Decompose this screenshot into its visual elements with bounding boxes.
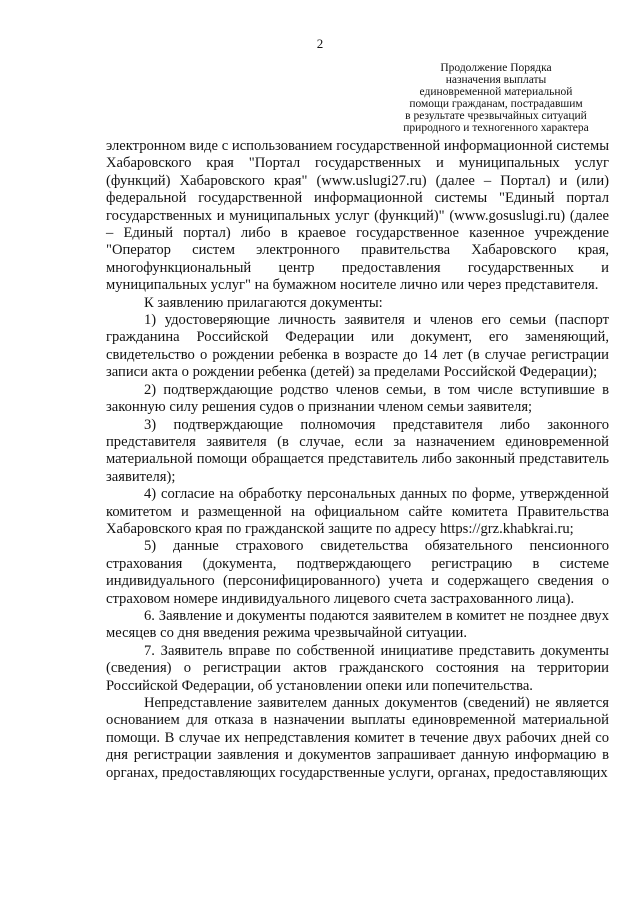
document-body [106,138,609,782]
header-note-line: назначения выплаты [445,74,547,86]
body-paragraph: К заявлению прилагаются документы: [144,294,383,311]
page-number: 2 [316,36,324,51]
header-note-line: помощи гражданам, пострадавшим [409,98,583,110]
body-paragraph: 3) подтверждающие полномочия представителя либо законного представителя заявителя (в случае, если за назначением единовременной материальной помощи обращается представитель либо законный представитель заявителя); [106,416,609,485]
header-note-line: единовременной материальной [419,86,573,98]
header-note-line: в результате чрезвычайных ситуаций [405,110,587,122]
body-paragraph: 5) данные страхового свидетельства обязательного пенсионного страхования (документа, подтверждающего регистрацию в системе индивидуального (персонифицированного) учета и содержащего сведения о страховом номере индивидуального лицевого счета застрахованного лица). [106,538,609,607]
body-paragraph: 4) согласие на обработку персональных данных по форме, утвержденной комитетом и размещенной на официальном сайте комитета Правительства Хабаровского края по гражданской защите по адресу https://grz.khabkrai.ru; [106,486,609,537]
body-paragraph: Непредставление заявителем данных документов (сведений) не является основанием для отказа в назначении выплаты единовременной материальной помощи. В случае их непредставления комитет в течение двух рабочих дней со дня регистрации заявления и документов запрашивает данную информацию в органах, предоставляющих государственные услуги, органах, предоставляющих [106,695,609,781]
body-paragraph: 2) подтверждающие родство членов семьи, в том числе вступившие в законную силу решения судов о признании членом семьи заявителя; [106,381,609,416]
body-paragraph: электронном виде с использованием государственной информационной системы Хабаровского края "Портал государственных и муниципальных услуг (функций) Хабаровского края" (www.uslugi27.ru) (далее – Портал) и (или) федеральной государственной информационной системы "Единый портал государственных и муниципальных услуг (функций)" (www.gosuslugi.ru) (далее – Единый портал) либо в краевое государственное казенное учреждение "Оператор систем электронного правительства Хабаровского края, многофункциональный центр предоставления государственных и муниципальных услуг" на бумажном носителе лично или через представителя. [106,138,609,294]
header-note-line: природного и техногенного характера [403,122,589,134]
body-paragraph: 1) удостоверяющие личность заявителя и членов его семьи (паспорт гражданина Российской Федерации или документ, его заменяющий, свидетельство о рождении ребенка в возрасте до 14 лет (в случае регистрации записи акта о рождении ребенка (детей) за пределами Российской Федерации); [106,312,609,381]
body-paragraph: 6. Заявление и документы подаются заявителем в комитет не позднее двух месяцев со дня введения режима чрезвычайной ситуации. [106,607,609,642]
header-note-line: Продолжение Порядка [440,62,552,74]
header-note [388,62,604,134]
body-paragraph: 7. Заявитель вправе по собственной инициативе представить документы (сведения) о регистрации актов гражданского состояния на территории Российской Федерации, об установлении опеки или попечительства. [106,642,609,694]
